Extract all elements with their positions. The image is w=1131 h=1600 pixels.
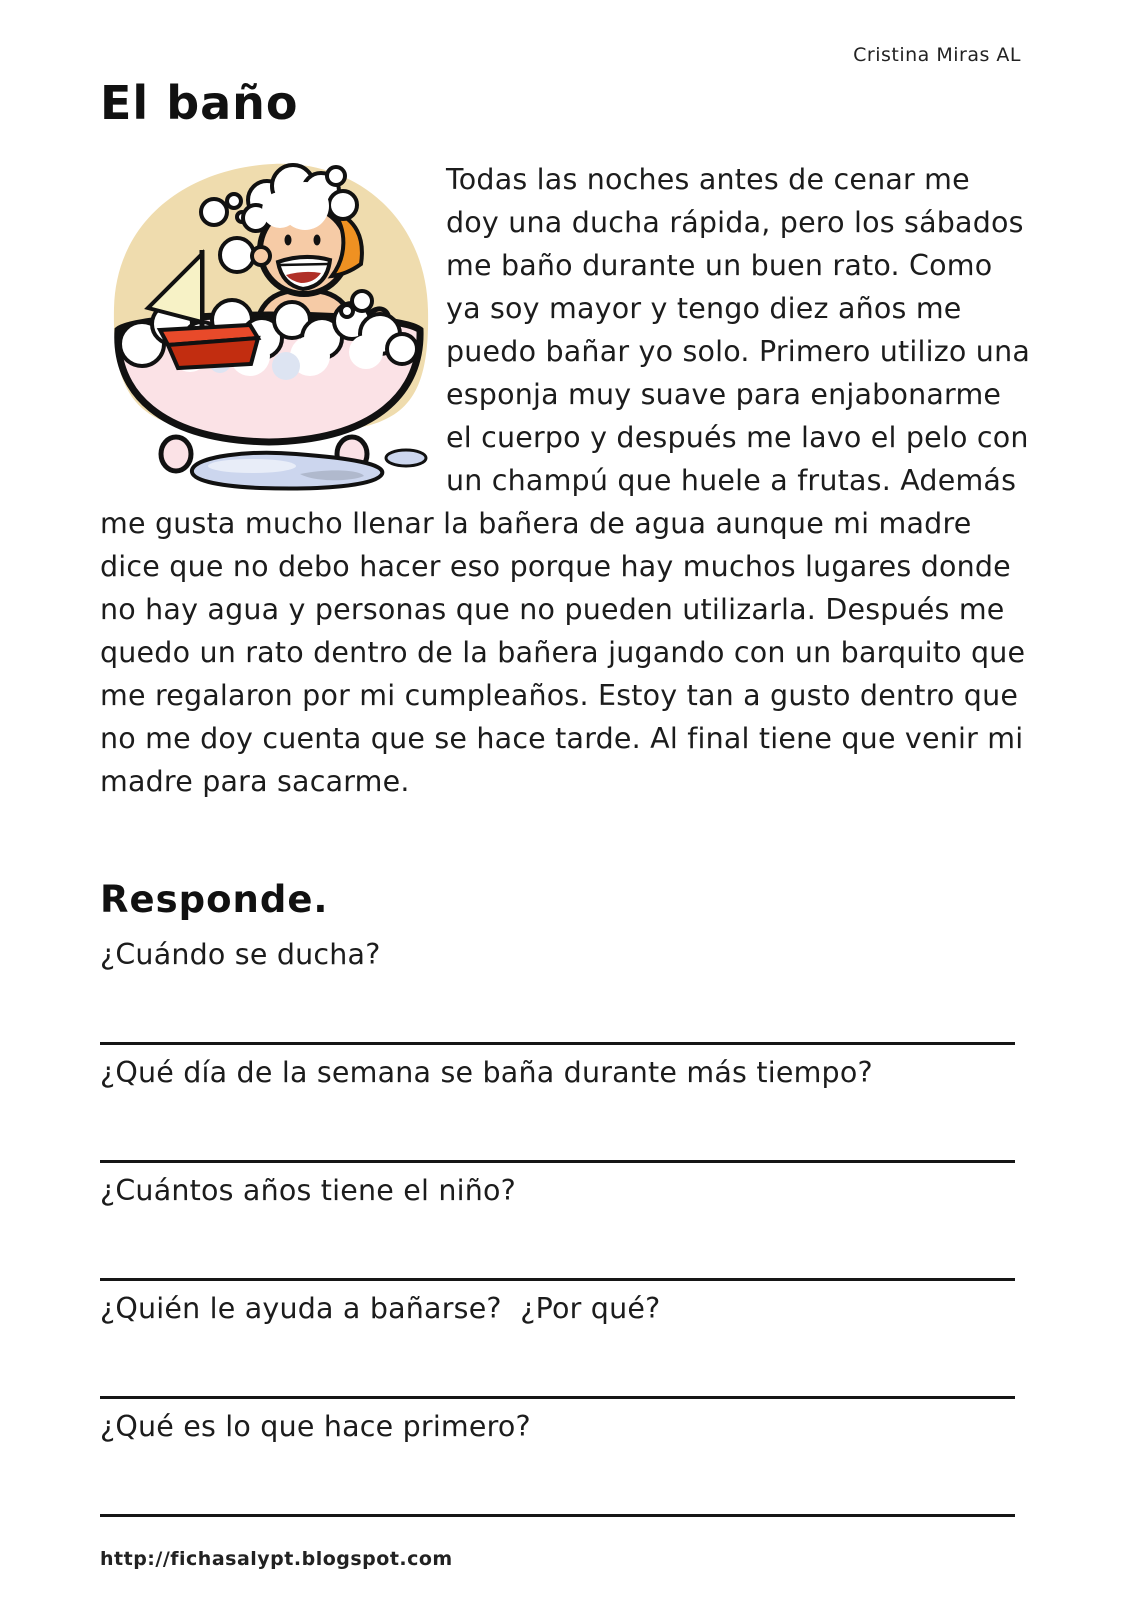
footer-url: http://fichasalypt.blogspot.com <box>100 1548 453 1570</box>
question-block-3 <box>100 1172 1015 1281</box>
answer-line <box>100 1514 1015 1517</box>
story-section <box>100 158 1031 858</box>
question-text: ¿Qué es lo que hace primero? <box>100 1410 531 1443</box>
page-title: El baño <box>100 76 299 130</box>
answer-line <box>100 1278 1015 1281</box>
question-text: ¿Cuándo se ducha? <box>100 938 381 971</box>
question-block-2 <box>100 1054 1015 1163</box>
responde-heading: Responde. <box>100 878 329 921</box>
questions-list <box>100 936 1015 1526</box>
question-text: ¿Cuántos años tiene el niño? <box>100 1174 517 1207</box>
question-block-4 <box>100 1290 1015 1399</box>
story-text: Todas las noches antes de cenar me doy una ducha rápida, pero los sábados me baño durante un buen rato. Como ya soy mayor y tengo diez años me puedo bañar yo solo. Primero utilizo una esponja muy suave para enjabonarme el cuerpo y después me lavo el pelo con un champú que huele a frutas. Además me gusta mucho llenar la bañera de agua aunque mi madre dice que no debo hacer eso porque hay muchos lugares donde no hay agua y personas que no pueden utilizarla. Después me quedo un rato dentro de la bañera jugando con un barquito que me regalaron por mi cumpleaños. Estoy tan a gusto dentro que no me doy cuenta que se hace tarde. Al final tiene que venir mi madre para sacarme. <box>100 163 1030 798</box>
question-text: ¿Qué día de la semana se baña durante más tiempo? <box>100 1056 873 1089</box>
bathtub-illustration-svg <box>100 158 440 492</box>
answer-line <box>100 1396 1015 1399</box>
answer-line <box>100 1042 1015 1045</box>
question-block-1 <box>100 936 1015 1045</box>
child-ear <box>252 247 270 265</box>
answer-line <box>100 1160 1015 1163</box>
question-text: ¿Quién le ayuda a bañarse? ¿Por qué? <box>100 1292 661 1325</box>
puddle-icon <box>192 450 426 488</box>
question-block-5 <box>100 1408 1015 1517</box>
author-credit: Cristina Miras AL <box>853 44 1021 66</box>
bathtub-child-illustration-icon <box>100 158 440 492</box>
